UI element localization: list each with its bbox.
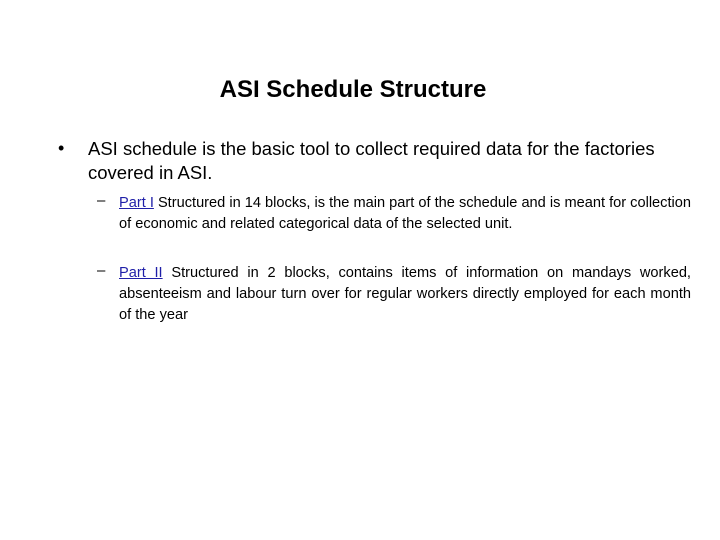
sub-item-dash: – — [97, 262, 106, 279]
part-1-link[interactable]: Part I — [119, 195, 154, 211]
bullet-text: ASI schedule is the basic tool to collect required data for the factories covered in ASI. — [88, 138, 655, 183]
sub-item-dash: – — [97, 192, 106, 209]
sub-item-text: Structured in 2 blocks, contains items of information on mandays worked, absenteeism and labour turn over for regular workers directly employed for each month of the year — [119, 265, 691, 323]
bullet-marker: • — [58, 138, 65, 158]
slide-title: ASI Schedule Structure — [219, 76, 487, 103]
sub-item-part-2 — [119, 263, 691, 326]
part-2-link[interactable]: Part II — [119, 265, 163, 281]
sub-item-part-1 — [119, 193, 691, 235]
sub-item-text: Structured in 14 blocks, is the main part of the schedule and is meant for collection of economic and related categorical data of the selected unit. — [119, 195, 692, 232]
